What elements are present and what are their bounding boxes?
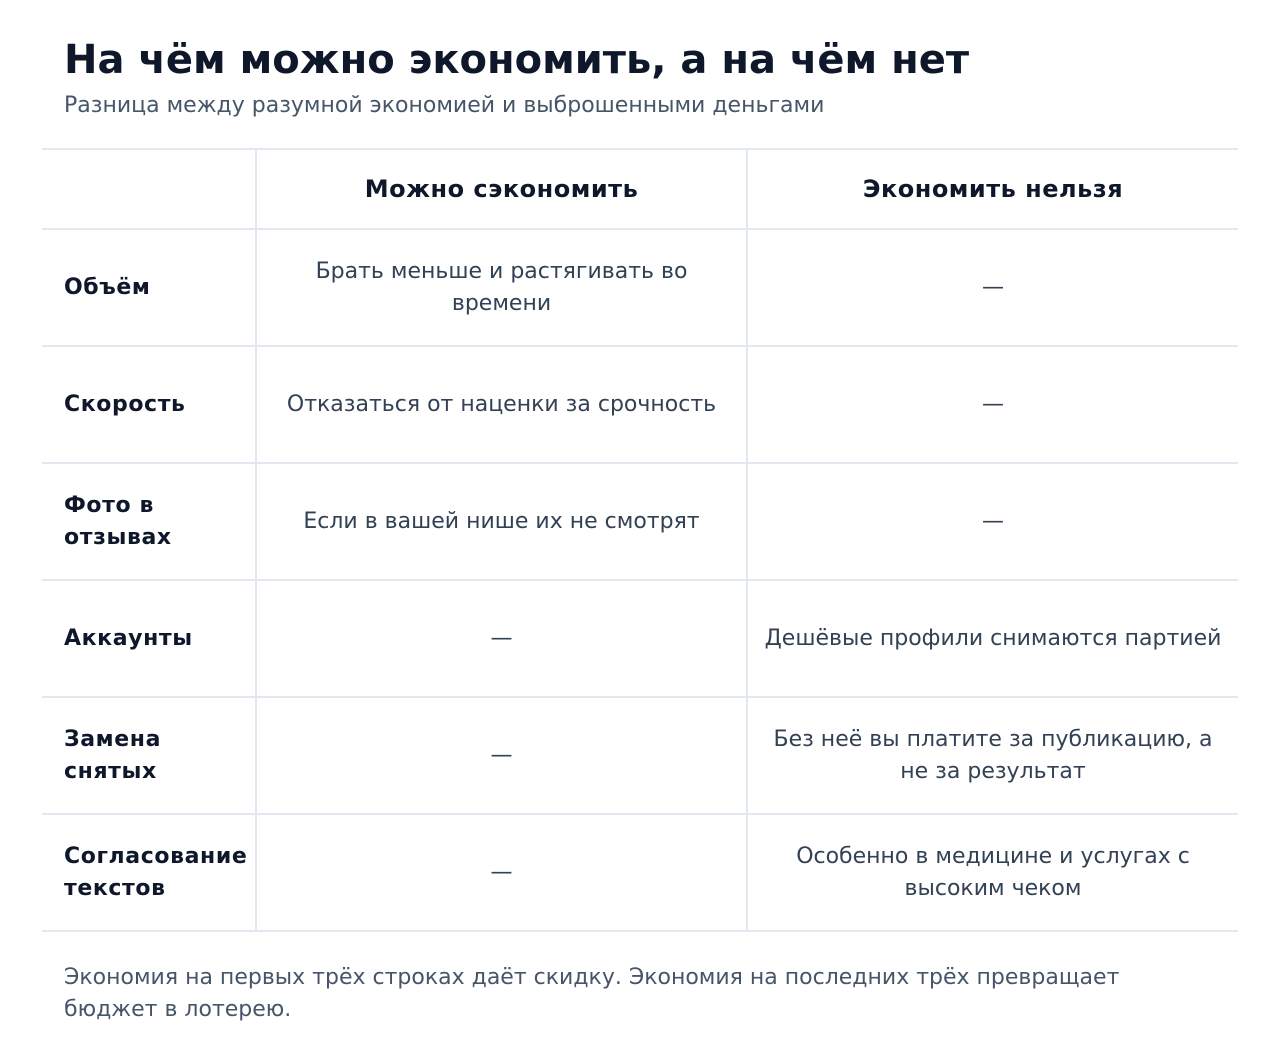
table-row bbox=[42, 229, 1238, 346]
can-save-cell bbox=[256, 229, 747, 346]
row-label: Скорость bbox=[42, 346, 256, 463]
can-save-cell bbox=[256, 346, 747, 463]
column-header-can-save: Можно сэкономить bbox=[256, 149, 747, 229]
cannot-save-cell bbox=[747, 229, 1238, 346]
table-row bbox=[42, 814, 1238, 931]
can-save-cell bbox=[256, 814, 747, 931]
comparison-table bbox=[42, 148, 1238, 932]
row-label: Согласование текстов bbox=[42, 814, 256, 931]
row-label: Замена снятых bbox=[42, 697, 256, 814]
cannot-save-cell bbox=[747, 697, 1238, 814]
can-save-cell bbox=[256, 697, 747, 814]
cell-text: Если в вашей нише их не смотрят bbox=[303, 508, 700, 534]
can-save-cell bbox=[256, 580, 747, 697]
page-title: На чём можно экономить, а на чём нет bbox=[64, 37, 970, 83]
cell-text: — bbox=[490, 742, 513, 768]
table-row bbox=[42, 346, 1238, 463]
cell-text: Без неё вы платите за публикацию, а не за результат bbox=[773, 726, 1213, 784]
cell-text: — bbox=[490, 859, 513, 885]
row-label: Аккаунты bbox=[42, 580, 256, 697]
row-label: Объём bbox=[42, 229, 256, 346]
can-save-cell bbox=[256, 463, 747, 580]
cell-text: Брать меньше и растягивать во времени bbox=[315, 258, 688, 316]
column-header-cannot-save: Экономить нельзя bbox=[747, 149, 1238, 229]
cannot-save-cell bbox=[747, 814, 1238, 931]
column-header-empty bbox=[42, 149, 256, 229]
table-header-row bbox=[42, 149, 1238, 229]
table-row bbox=[42, 463, 1238, 580]
cell-text: Особенно в медицине и услугах с высоким чеком bbox=[796, 843, 1190, 901]
cell-text: — bbox=[490, 625, 513, 651]
cell-text: — bbox=[982, 274, 1004, 300]
footnote: Экономия на первых трёх строках даёт скидку. Экономия на последних трёх превращает бюджет в лотерею. bbox=[64, 965, 1120, 1022]
cell-text: — bbox=[982, 508, 1004, 534]
row-label: Фото в отзывах bbox=[42, 463, 256, 580]
cannot-save-cell bbox=[747, 463, 1238, 580]
cell-text: — bbox=[982, 391, 1004, 417]
cell-text: Отказаться от наценки за срочность bbox=[286, 391, 717, 417]
page-subtitle: Разница между разумной экономией и выброшенными деньгами bbox=[64, 93, 825, 118]
cell-text: Дешёвые профили снимаются партией bbox=[764, 625, 1222, 651]
cannot-save-cell bbox=[747, 346, 1238, 463]
table-row bbox=[42, 580, 1238, 697]
cannot-save-cell bbox=[747, 580, 1238, 697]
table-row bbox=[42, 697, 1238, 814]
